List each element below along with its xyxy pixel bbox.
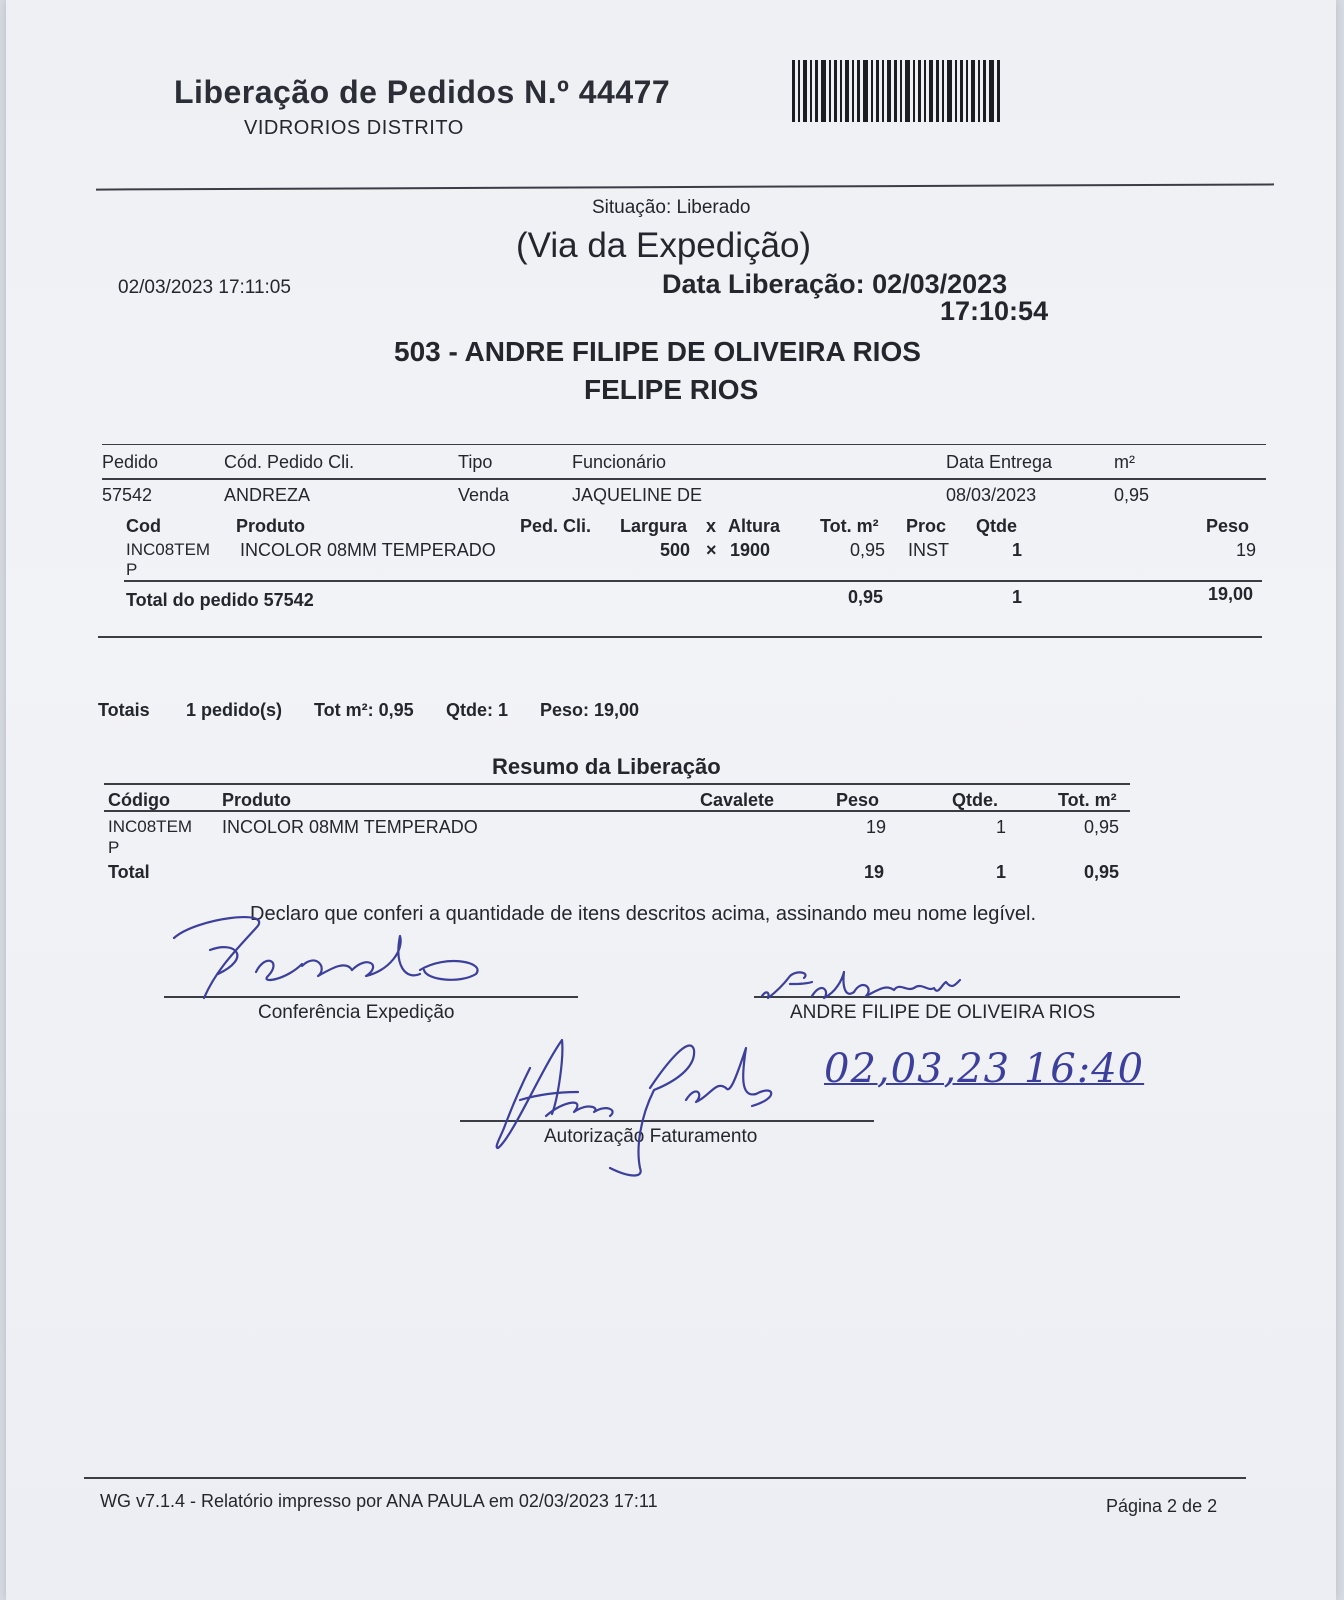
item-height: 1900: [730, 540, 771, 560]
item-header-cod: Cod: [126, 516, 161, 536]
item-header-largura: Largura: [620, 516, 688, 536]
summary-qtde: 1: [996, 817, 1007, 837]
barcode-icon: [792, 60, 1002, 122]
item-header-produto: Produto: [236, 516, 305, 536]
header-divider: [96, 183, 1274, 190]
summary-title: Resumo da Liberação: [492, 754, 721, 779]
order-type: Venda: [458, 485, 510, 505]
summary-top-rule: [104, 783, 1130, 785]
order-m2: 0,95: [1114, 485, 1150, 505]
col-header-pedido: Pedido: [102, 452, 159, 472]
company-name: VIDRORIOS DISTRITO: [244, 117, 464, 139]
order-total-m2: 0,95: [848, 587, 884, 607]
totals-label: Totais: [98, 700, 150, 720]
totals-orders: 1 pedido(s): [186, 700, 283, 720]
summary-header-codigo: Código: [108, 790, 170, 810]
client-nickname: FELIPE RIOS: [584, 374, 759, 405]
page-number: Página 2 de 2: [1106, 1496, 1218, 1516]
summary-total-m2: 0,95: [1084, 862, 1120, 882]
summary-header-cavalete: Cavalete: [700, 790, 775, 810]
col-header-funcionario: Funcionário: [572, 452, 667, 472]
footer-printed-by: WG v7.1.4 - Relatório impresso por ANA PAULA em 02/03/2023 17:11: [100, 1491, 658, 1511]
item-header-peso: Peso: [1206, 516, 1250, 536]
order-total-qtde: 1: [1012, 587, 1023, 607]
item-header-x: x: [706, 516, 717, 536]
item-total-rule: [124, 580, 1262, 582]
release-date: Data Liberação: 02/03/2023: [662, 269, 1008, 299]
status-text: Situação: Liberado: [592, 197, 751, 218]
item-tot-m2: 0,95: [850, 540, 886, 560]
summary-code-cont: P: [108, 838, 120, 857]
summary-product: INCOLOR 08MM TEMPERADO: [222, 817, 478, 837]
summary-total-label: Total: [108, 862, 150, 882]
item-header-proc: Proc: [906, 516, 947, 536]
summary-header-tot-m2: Tot. m²: [1058, 790, 1117, 810]
print-datetime: 02/03/2023 17:11:05: [118, 277, 291, 298]
summary-code: INC08TEM: [108, 817, 193, 836]
document-page: [6, 0, 1336, 1600]
order-total-peso: 19,00: [1208, 584, 1254, 604]
footer-rule: [84, 1477, 1246, 1479]
totals-peso: Peso: 19,00: [540, 700, 640, 720]
item-header-tot-m2: Tot. m²: [820, 516, 879, 536]
col-header-data-entrega: Data Entrega: [946, 452, 1053, 472]
item-code-cont: P: [126, 560, 138, 579]
orders-bottom-rule: [98, 636, 1262, 638]
item-times: ×: [706, 540, 717, 560]
summary-header-qtde: Qtde.: [952, 790, 999, 810]
signature-autorizacao: [490, 1028, 790, 1178]
summary-header-rule: [104, 810, 1130, 812]
summary-header-produto: Produto: [222, 790, 291, 810]
order-total-label: Total do pedido 57542: [126, 590, 314, 610]
summary-total-peso: 19: [864, 862, 885, 882]
item-proc: INST: [908, 540, 950, 560]
summary-peso: 19: [866, 817, 887, 837]
item-peso: 19: [1236, 540, 1257, 560]
signature-label-autorizacao: Autorização Faturamento: [544, 1126, 758, 1147]
item-header-altura: Altura: [728, 516, 781, 536]
summary-tot-m2: 0,95: [1084, 817, 1120, 837]
handwritten-datetime: 02,03,23 16:40: [824, 1046, 1145, 1092]
order-number: 57542: [102, 485, 153, 505]
client-name: 503 - ANDRE FILIPE DE OLIVEIRA RIOS: [394, 336, 921, 367]
col-header-cod-pedido-cli: Cód. Pedido Cli.: [224, 452, 355, 472]
declaration-text: Declaro que conferi a quantidade de itens descritos acima, assinando meu nome legível.: [250, 903, 1037, 925]
client-order-code: ANDREZA: [224, 485, 311, 505]
item-code: INC08TEM: [126, 540, 211, 559]
signature-label-conferencia: Conferência Expedição: [258, 1002, 455, 1023]
header-rule: [102, 478, 1266, 480]
item-qtde: 1: [1012, 540, 1023, 560]
totals-qtde: Qtde: 1: [446, 700, 509, 720]
col-header-m2: m²: [1114, 452, 1135, 472]
col-header-tipo: Tipo: [458, 452, 493, 472]
signature-cliente: [756, 962, 976, 1006]
document-title: Liberação de Pedidos N.º 44477: [174, 74, 671, 110]
employee: JAQUELINE DE: [572, 485, 703, 505]
summary-header-peso: Peso: [836, 790, 880, 810]
signature-label-cliente: ANDRE FILIPE DE OLIVEIRA RIOS: [790, 1002, 1096, 1023]
signature-conferencia: [156, 910, 496, 1000]
via-title: (Via da Expedição): [516, 226, 812, 265]
table-top-rule: [102, 444, 1266, 445]
summary-total-qtde: 1: [996, 862, 1007, 882]
item-header-ped-cli: Ped. Cli.: [520, 516, 592, 536]
item-product: INCOLOR 08MM TEMPERADO: [240, 540, 496, 560]
totals-m2: Tot m²: 0,95: [314, 700, 414, 720]
release-time: 17:10:54: [940, 296, 1049, 326]
item-width: 500: [660, 540, 691, 560]
item-header-qtde: Qtde: [976, 516, 1018, 536]
delivery-date: 08/03/2023: [946, 485, 1037, 505]
